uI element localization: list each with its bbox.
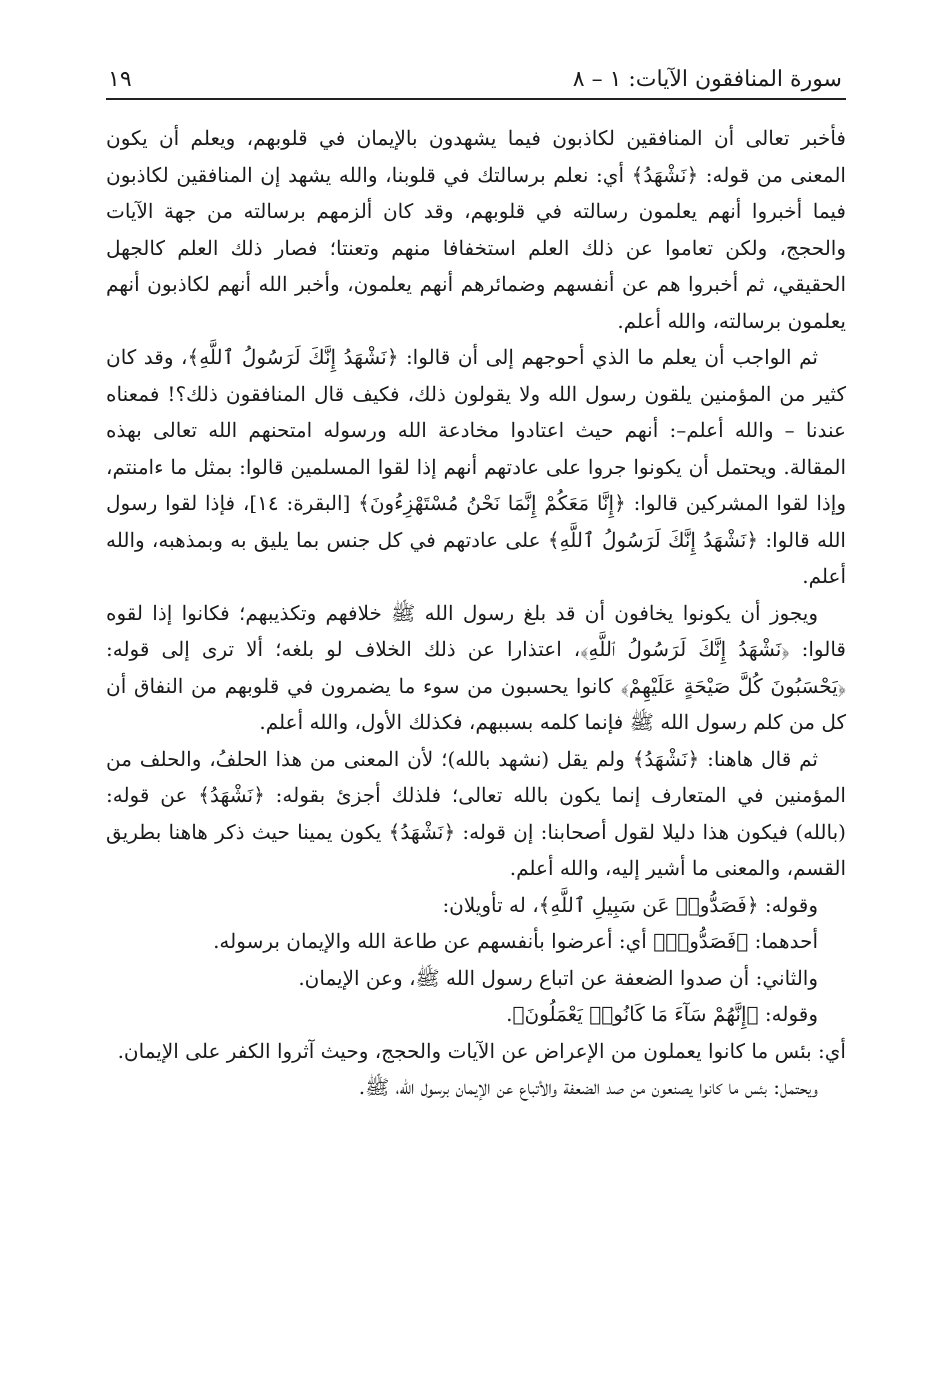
running-header — [104, 58, 846, 92]
page-number: ١٩ — [108, 67, 132, 92]
paragraph-9: أي: بئس ما كانوا يعملون من الإعراض عن الآيات والحجج، وحيث آثروا الكفر على الإيمان. — [117, 1038, 846, 1063]
header-rule — [106, 98, 846, 100]
paragraph-6: أحدهما: ﴿فَصَدُّوا۟﴾ أي: أعرضوا بأنفسهم عن طاعة الله والإيمان برسوله. — [213, 929, 818, 953]
running-title: سورة المنافقون الآيات: ١ – ٨ — [572, 67, 842, 92]
paragraph-7: والثاني: أن صدوا الضعفة عن اتباع رسول الله ﷺ، وعن الإيمان. — [298, 965, 818, 990]
paragraph-5: وقوله: ﴿فَصَدُّوا۟ عَن سَبِيلِ ٱللَّهِ﴾، له تأويلان: — [442, 892, 818, 917]
paragraph-2: ثم الواجب أن يعلم ما الذي أحوجهم إلى أن قالوا: ﴿نَشْهَدُ إِنَّكَ لَرَسُولُ ٱللَّهِ﴾، وقد كان كثير من المؤمنين يلقون رسول الله ولا يقولون ذلك، فكيف قال المنافقون ذلك؟! فمعناه عندنا – والله أعلم–: أنهم حيث اعتادوا مخادعة الله ورسوله امتحنهم الله تعالى بهذه المقالة. ويحتمل أن يكونوا جروا على عادتهم أنهم إذا لقوا المسلمين قالوا: بمثل ما ءامنتم، وإذا لقوا المشركين قالوا: ﴿إِنَّا مَعَكُمْ إِنَّمَا نَحْنُ مُسْتَهْزِءُونَ﴾ [البقرة: ١٤]، فإذا لقوا رسول الله قالوا: ﴿نَشْهَدُ إِنَّكَ لَرَسُولُ ٱللَّهِ﴾ على عادتهم في كل جنس بما يليق به وبمذهبه، والله أعلم. — [106, 345, 847, 588]
paragraph-3: ويجوز أن يكونوا يخافون أن قد بلغ رسول الله ﷺ خلافهم وتكذيبهم؛ فكانوا إذا لقوه قالوا: ﴿نَشْهَدُ إِنَّكَ لَرَسُولُ ٱللَّهِ﴾، اعتذارا عن ذلك الخلاف لو بلغه؛ ألا ترى إلى قوله: ﴿يَحْسَبُونَ كُلَّ صَيْحَةٍ عَلَيْهِمْ﴾ كانوا يحسبون من سوء ما يضمرون في قلوبهم من النفاق أن كل من كلم رسول الله ﷺ فإنما كلمه بسببهم، فكذلك الأول، والله أعلم. — [106, 600, 846, 734]
paragraph-8: وقوله: ﴿إِنَّهُمْ سَآءَ مَا كَانُوا۟ يَعْمَلُونَ﴾. — [506, 1002, 818, 1026]
paragraph-4: ثم قال هاهنا: ﴿نَشْهَدُ﴾ ولم يقل (نشهد بالله)؛ لأن المعنى من هذا الحلفُ، والحلف من المؤمنين في المتعارف إنما يكون بالله تعالى؛ فلذلك أجزئ بقوله: ﴿نَشْهَدُ﴾ عن قوله: (بالله) فيكون هذا دليلا لقول أصحابنا: إن قوله: ﴿نَشْهَدُ﴾ يكون يمينا حيث ذكر هاهنا بطريق القسم، والمعنى ما أشير إليه، والله أعلم. — [106, 746, 846, 880]
page-body — [106, 120, 846, 1106]
paragraph-10: ويحتمل: بئس ما كانوا يصنعون من صد الضعفة والأتباع عن الإيمان برسول الله، ﷺ. — [358, 1075, 818, 1099]
page-header-area — [104, 58, 846, 92]
paragraph-1: فأخبر تعالى أن المنافقين لكاذبون فيما يشهدون بالإيمان في قلوبهم، ويعلم أن يكون المعنى من قوله: ﴿نَشْهَدُ﴾ أي: نعلم برسالتك في قلوبنا، والله يشهد إن المنافقين لكاذبون فيما أخبروا أنهم يعلمون رسالته في قلوبهم، وقد كان ألزمهم برسالته من جهة الآيات والحجج، ولكن تعاموا عن ذلك العلم استخفافا منهم وتعنتا؛ فصار ذلك العلم كالجهل الحقيقي، ثم أخبروا هم عن أنفسهم وضمائرهم أنهم يعلمون، وأخبر الله أنهم لكاذبون أنهم يعلمون برسالته، والله أعلم. — [106, 126, 846, 333]
